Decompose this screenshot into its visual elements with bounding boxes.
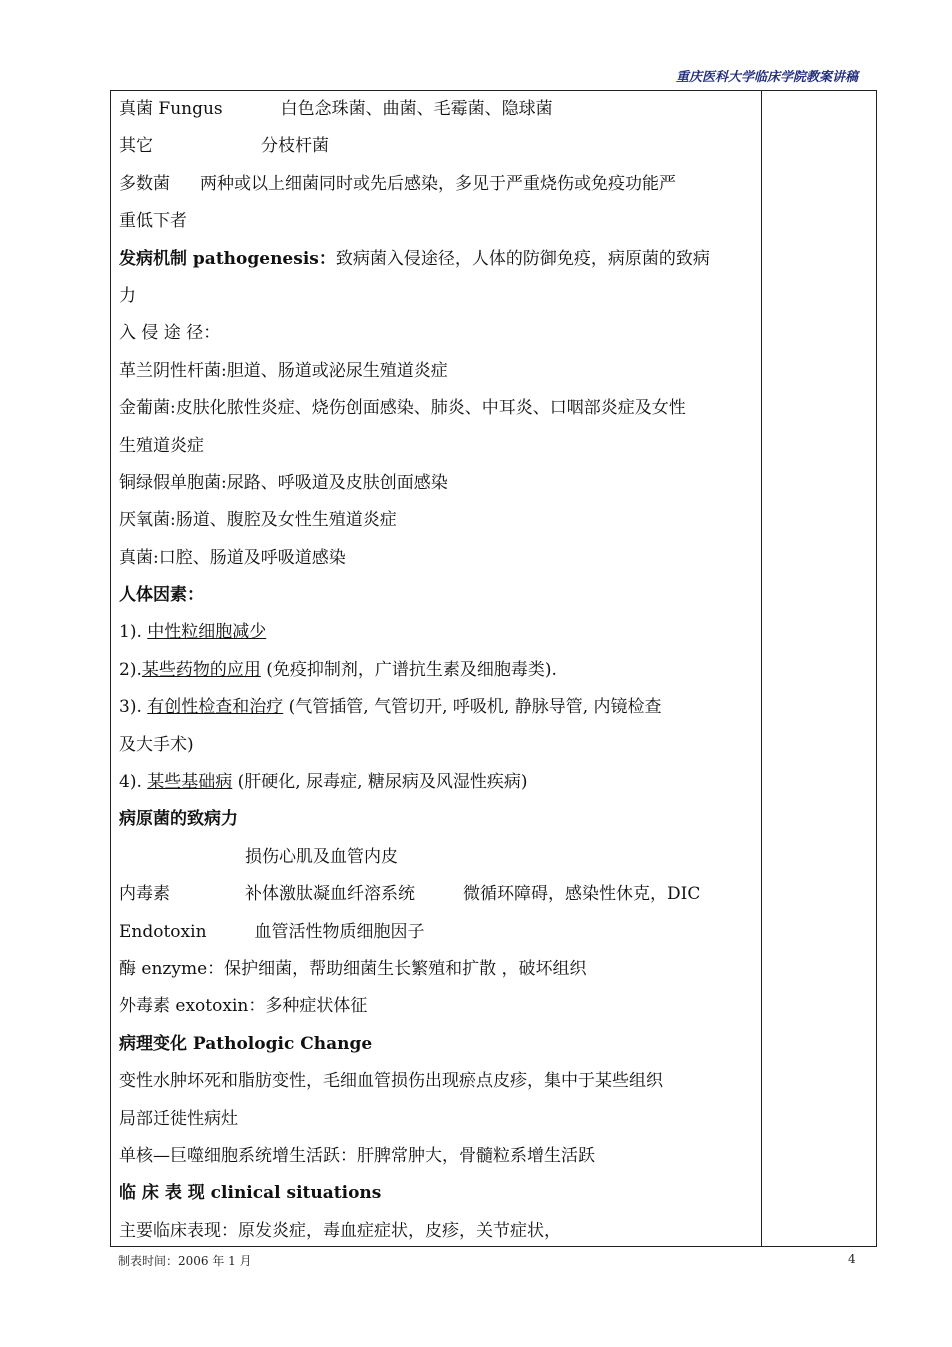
text-line: 4). 某些基础病 (肝硬化, 尿毒症, 糖尿病及风湿性疾病) [119, 772, 528, 793]
text-line: 入 侵 途 径： [119, 323, 221, 344]
text-line: 重低下者 [119, 211, 187, 232]
text-line: 1). 中性粒细胞减少 [119, 622, 267, 643]
text-line: 真菌 Fungus 白色念珠菌、曲菌、毛霉菌、隐球菌 [119, 99, 553, 119]
text-line: 革兰阴性杆菌:胆道、肠道或泌尿生殖道炎症 [119, 360, 448, 381]
text-line: 酶 enzyme：保护细菌，帮助细菌生长繁殖和扩散 ，破坏组织 [119, 958, 587, 979]
text-line: Endotoxin 血管活性物质细胞因子 [119, 921, 425, 942]
text-line: 内毒素 补体激肽凝血纤溶系统 微循环障碍，感染性休克，DIC [119, 884, 701, 905]
text-line: 及大手术) [119, 734, 194, 755]
text-line: 铜绿假单胞菌:尿路、呼吸道及皮肤创面感染 [119, 472, 448, 493]
text-line: 生殖道炎症 [119, 435, 204, 456]
text-line: 多数菌 两种或以上细菌同时或先后感染，多见于严重烧伤或免疫功能严 [119, 173, 676, 194]
column-divider [761, 91, 762, 1246]
header-title: 重庆医科大学临床学院教案讲稿 [675, 70, 858, 85]
text-line: 局部迁徙性病灶 [119, 1108, 238, 1129]
content-column [119, 91, 759, 1250]
text-line: 真菌:口腔、肠道及呼吸道感染 [119, 547, 346, 568]
section-heading: 临 床 表 现 clinical situations [119, 1183, 382, 1204]
text-line: 变性水肿坏死和脂肪变性，毛细血管损伤出现瘀点皮疹，集中于某些组织 [119, 1071, 663, 1092]
text-line: 单核—巨噬细胞系统增生活跃：肝脾常肿大，骨髓粒系增生活跃 [119, 1145, 595, 1166]
section-heading: 人体因素： [119, 585, 204, 606]
text-line: 发病机制 pathogenesis：致病菌入侵途径，人体的防御免疫，病原菌的致病 [119, 248, 710, 269]
text-line: 2).某些药物的应用 (免疫抑制剂，广谱抗生素及细胞毒类). [119, 659, 557, 680]
text-line: 3). 有创性检查和治疗 (气管插管, 气管切开, 呼吸机, 静脉导管, 内镜检查 [119, 697, 662, 718]
lecture-table [110, 90, 877, 1247]
section-heading: 病原菌的致病力 [119, 809, 238, 830]
text-line: 厌氧菌:肠道、腹腔及女性生殖道炎症 [119, 510, 397, 531]
text-line: 外毒素 exotoxin：多种症状体征 [119, 996, 368, 1017]
text-line: 金葡菌:皮肤化脓性炎症、烧伤创面感染、肺炎、中耳炎、口咽部炎症及女性 [119, 398, 686, 419]
text-line: 其它 分枝杆菌 [119, 136, 329, 157]
section-heading: 病理变化 Pathologic Change [119, 1033, 373, 1054]
text-line: 损伤心肌及血管内皮 [245, 846, 398, 867]
footer-date: 制表时间：2006 年 1 月 [118, 1254, 252, 1268]
text-line: 主要临床表现：原发炎症，毒血症症状，皮疹，关节症状， [119, 1220, 561, 1241]
text-line: 力 [119, 285, 136, 306]
page-number: 4 [848, 1252, 856, 1266]
